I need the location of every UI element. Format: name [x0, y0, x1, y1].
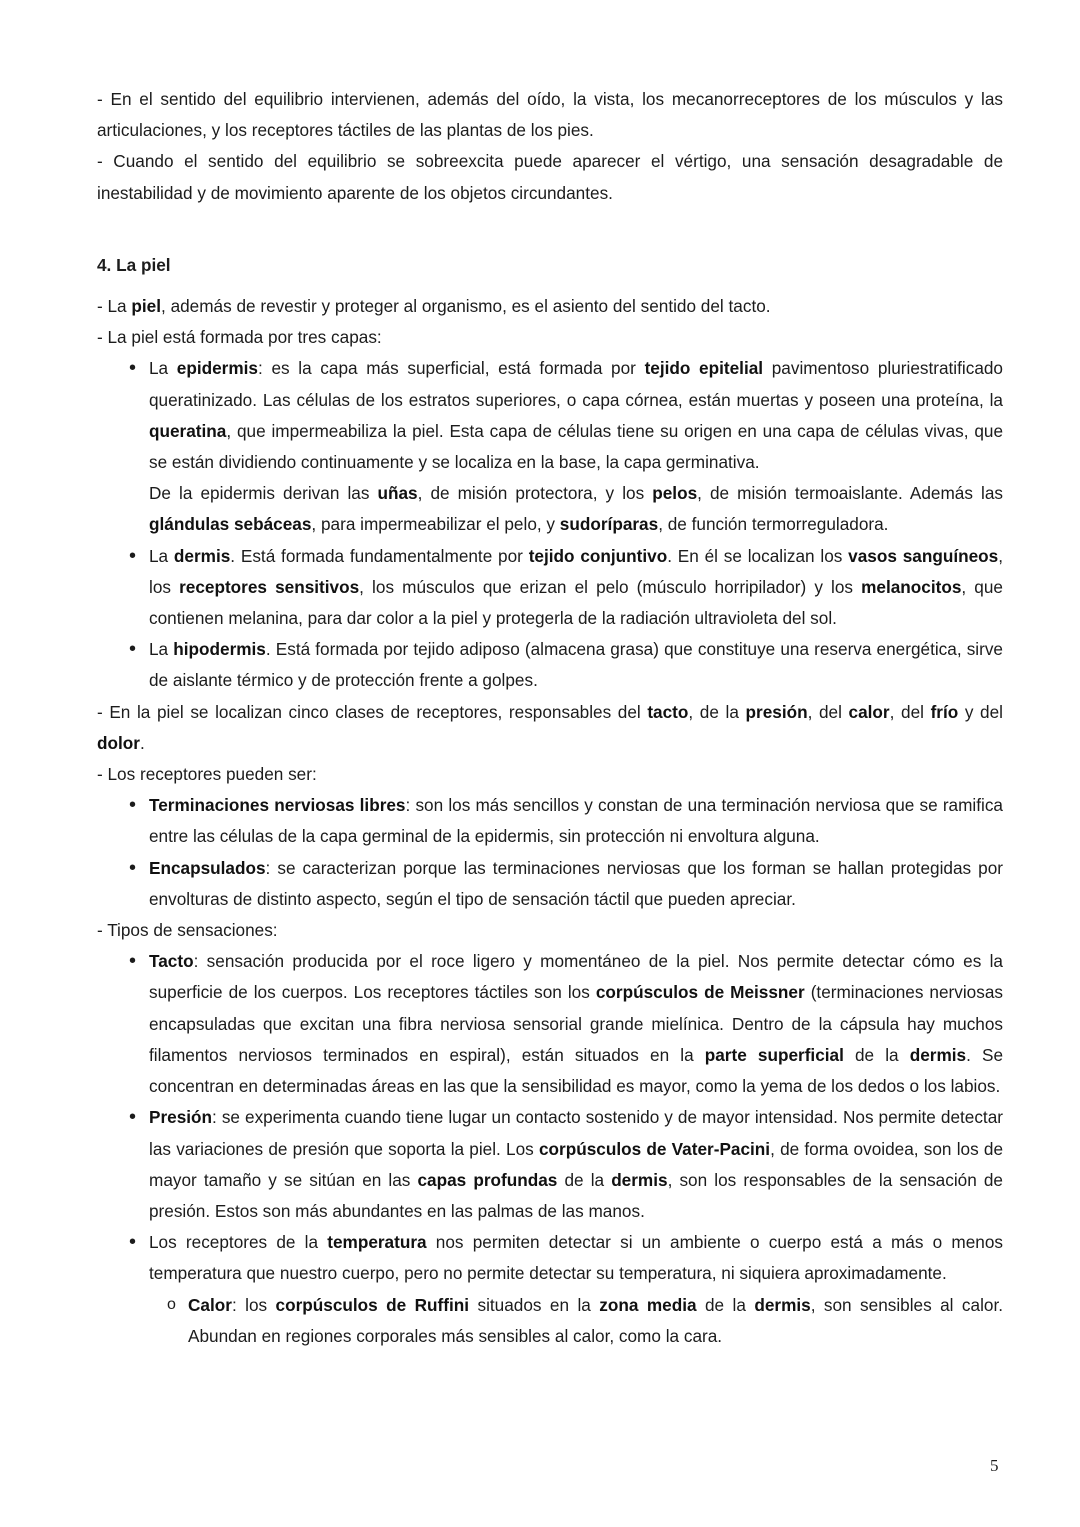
list-item-epidermis: • La epidermis: es la capa más superficial, está formada por tejido epitelial pavimentoso pluriestratificado queratinizado. Las células de los estratos superiores, o capa córnea, están muertas y poseen una proteína, la queratina, que impermeabiliza la piel. Esta capa de células tiene su origen en una capa de células vivas, que se están dividiendo continuamente y se localiza en la base, la capa germinativa. De la epidermis derivan las uñas, de misión protectora, y los pelos, de misión termoaislante. Además las glándulas sebáceas, para impermeabilizar el pelo, y sudoríparas, de función termorreguladora. — [97, 353, 1003, 540]
list-item-presion: • Presión: se experimenta cuando tiene lugar un contacto sostenido y de mayor intensidad. Nos permite detectar las variaciones de presión que soporta la piel. Los corpúsculos de Vater-Pacini, de forma ovoidea, son los de mayor tamaño y se sitúan en las capas profundas de la dermis, son los responsables de la sensación de presión. Estos son más abundantes en las palmas de las manos. — [97, 1102, 1003, 1227]
paragraph-layers-intro: - La piel está formada por tres capas: — [97, 327, 382, 348]
paragraph-skin-definition: - La piel, además de revestir y proteger al organismo, es el asiento del sentido del tacto. — [97, 296, 771, 317]
list-item-hipodermis: • La hipodermis. Está formada por tejido adiposo (almacena grasa) que constituye una reserva energética, sirve de aislante térmico y de protección frente a golpes. — [97, 634, 1003, 696]
list-item-dermis: • La dermis. Está formada fundamentalmente por tejido conjuntivo. En él se localizan los vasos sanguíneos, los receptores sensitivos, los músculos que erizan el pelo (músculo horripilador) y los melanocitos, que contienen melanina, para dar color a la piel y protegerla de la radiación ultravioleta del sol. — [97, 541, 1003, 635]
list-item-free-endings: • Terminaciones nerviosas libres: son los más sencillos y constan de una terminación nerviosa que se ramifica entre las células de la capa germinal de la epidermis, sin protección ni envoltura alguna. — [97, 790, 1003, 852]
document-page — [97, 84, 1003, 1352]
sensations-list — [97, 946, 1003, 1352]
paragraph-vertigo: - Cuando el sentido del equilibrio se sobreexcita puede aparecer el vértigo, una sensación desagradable de inestabilidad y de movimiento aparente de los objetos circundantes. — [97, 151, 1003, 203]
list-item-calor: o Calor: los corpúsculos de Ruffini situados en la zona media de la dermis, son sensibles al calor. Abundan en regiones corporales más sensibles al calor, como la cara. — [149, 1290, 1003, 1352]
paragraph-sensations-intro: - Tipos de sensaciones: — [97, 920, 278, 941]
temperature-sublist — [149, 1290, 1003, 1352]
paragraph-equilibrium-senses: - En el sentido del equilibrio intervienen, además del oído, la vista, los mecanorreceptores de los músculos y las articulaciones, y los receptores táctiles de las plantas de los pies. — [97, 89, 1003, 141]
page-number: 5 — [990, 1456, 999, 1475]
paragraph-receptor-types-intro: - Los receptores pueden ser: — [97, 764, 317, 785]
paragraph-receptor-classes: - En la piel se localizan cinco clases de receptores, responsables del tacto, de la presión, del calor, del frío y del dolor. — [97, 701, 1003, 753]
list-item-temperatura: • Los receptores de la temperatura nos permiten detectar si un ambiente o cuerpo está a más o menos temperatura que nuestro cuerpo, pero no permite detectar su temperatura, ni siquiera aproximadamente. o Calor: los corpúsculos de Ruffini situados en la zona media de la dermis, son sensibles al calor. Abundan en regiones corporales más sensibles al calor, como la cara. — [97, 1227, 1003, 1352]
list-item-tacto: • Tacto: sensación producida por el roce ligero y momentáneo de la piel. Nos permite detectar cómo es la superficie de los cuerpos. Los receptores táctiles son los corpúsculos de Meissner (terminaciones nerviosas encapsuladas que excitan una fibra nerviosa sensorial grande mielínica. Dentro de la cápsula hay muchos filamentos nerviosos terminados en espiral), están situados en la parte superficial de la dermis. Se concentran en determinadas áreas en las que la sensibilidad es mayor, como la yema de los dedos o los labios. — [97, 946, 1003, 1102]
skin-layers-list — [97, 353, 1003, 696]
receptor-types-list — [97, 790, 1003, 915]
list-item-encapsulated: • Encapsulados: se caracterizan porque las terminaciones nerviosas que los forman se hallan protegidas por envolturas de distinto aspecto, según el tipo de sensación táctil que pueden apreciar. — [97, 853, 1003, 915]
section-title: 4. La piel — [97, 254, 171, 275]
